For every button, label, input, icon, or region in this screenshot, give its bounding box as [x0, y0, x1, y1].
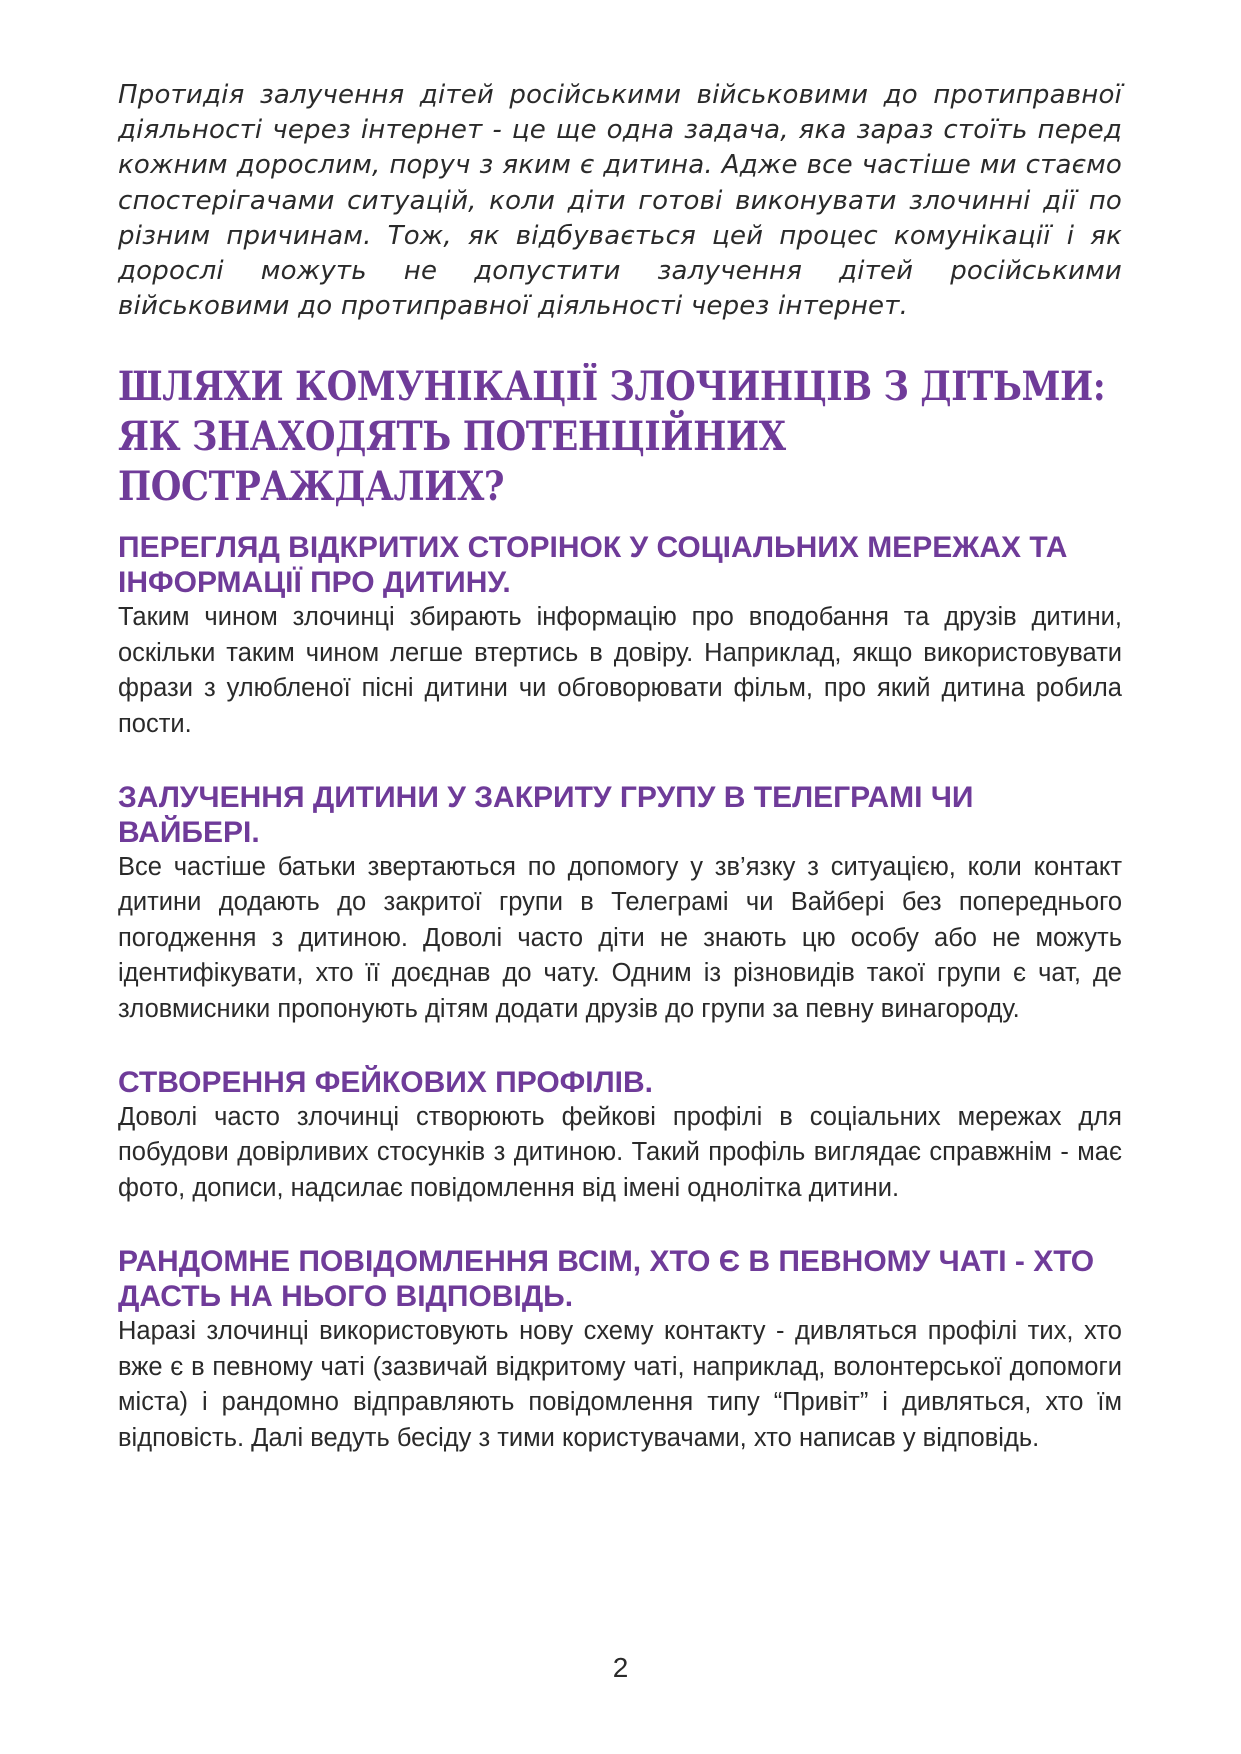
page-number: 2 [612, 1652, 629, 1683]
section-body: Таким чином злочинці збирають інформацію про вподобання та друзів дитини, оскільки таким чином легше втертись в довіру. Наприклад, якщо використовувати фрази з улюбленої пісні дитини чи обговорювати фільм, про який дитина робила пости. [118, 603, 1122, 738]
intro-paragraph: Протидія залучення дітей російськими військовими до протиправної діяльності через інтернет - це ще одна задача, яка зараз стоїть перед кожним дорослим, поруч з яким є дитина. Адже все частіше ми стаємо спостерігачами ситуацій, коли діти готові виконувати злочинні дії по різним причинам. Тож, як відбувається цей процес комунікації і як дорослі можуть не допустити залучення дітей російськими військовими до протиправної діяльності через інтернет. [118, 80, 1122, 322]
section-title: РАНДОМНЕ ПОВІДОМЛЕННЯ ВСІМ, ХТО Є В ПЕВНОМУ ЧАТІ - ХТО ДАСТЬ НА НЬОГО ВІДПОВІДЬ. [118, 1245, 1095, 1314]
section-closed-group [118, 780, 1122, 1027]
document-page [118, 78, 1122, 1456]
section-fake-profiles [118, 1065, 1122, 1206]
section-body: Наразі злочинці використовують нову схему контакту - дивляться профілі тих, хто вже є в певному чаті (зазвичай відкритому чаті, наприклад, волонтерської допомоги міста) і рандомно відправляють повідомлення типу “Привіт” і дивляться, хто їм відповість. Далі ведуть бесіду з тими користувачами, хто написав у відповідь. [118, 1317, 1122, 1452]
section-title: ЗАЛУЧЕННЯ ДИТИНИ У ЗАКРИТУ ГРУПУ В ТЕЛЕГРАМІ ЧИ ВАЙБЕРІ. [118, 781, 974, 850]
section-random-messages [118, 1244, 1122, 1456]
section-title: ПЕРЕГЛЯД ВІДКРИТИХ СТОРІНОК У СОЦІАЛЬНИХ МЕРЕЖАХ ТА ІНФОРМАЦІЇ ПРО ДИТИНУ. [118, 531, 1068, 600]
main-title: ШЛЯХИ КОМУНІКАЦІЇ ЗЛОЧИНЦІВ З ДІТЬМИ: ЯК ЗНАХОДЯТЬ ПОТЕНЦІЙНИХ ПОСТРАЖДАЛИХ? [118, 363, 1106, 511]
section-open-pages [118, 530, 1122, 742]
section-title: СТВОРЕННЯ ФЕЙКОВИХ ПРОФІЛІВ. [118, 1066, 653, 1100]
section-body: Доволі часто злочинці створюють фейкові профілі в соціальних мережах для побудови довірливих стосунків з дитиною. Такий профіль виглядає справжнім - має фото, дописи, надсилає повідомлення від імені однолітка дитини. [118, 1103, 1122, 1202]
section-body: Все частіше батьки звертаються по допомогу у зв’язку з ситуацією, коли контакт дитини додають до закритої групи в Телеграмі чи Вайбері без попереднього погодження з дитиною. Доволі часто діти не знають цю особу або не можуть ідентифікувати, хто її доєднав до чату. Одним із різновидів такої групи є чат, де зловмисники пропонують дітям додати друзів до групи за певну винагороду. [118, 853, 1122, 1023]
